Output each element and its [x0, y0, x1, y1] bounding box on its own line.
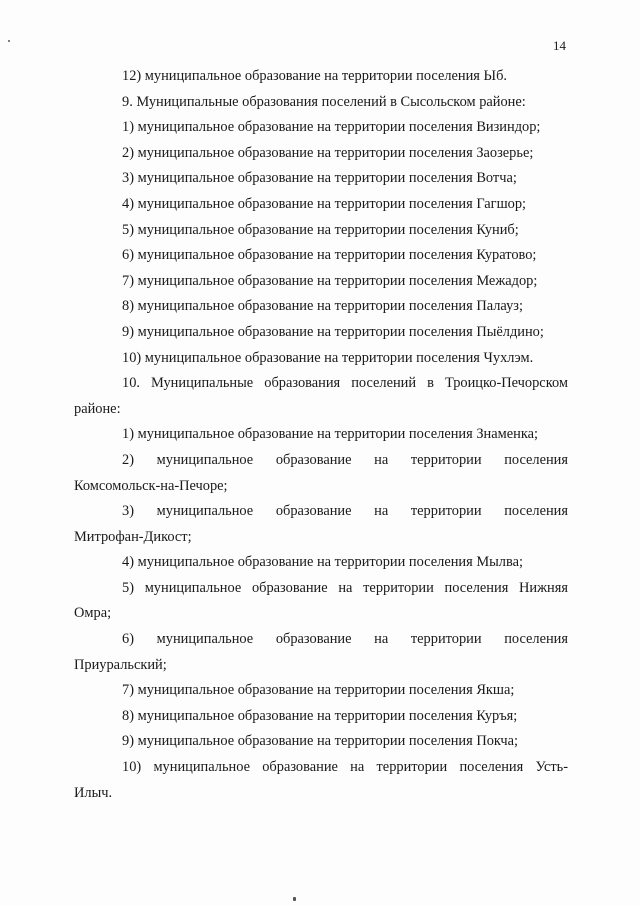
list-item: 7) муниципальное образование на территории поселения Якша;: [122, 682, 515, 699]
list-item: 9) муниципальное образование на территории поселения Покча;: [122, 733, 518, 750]
scan-speck: [8, 40, 10, 42]
page-number: 14: [553, 38, 566, 53]
list-item-continuation: Омра;: [74, 605, 112, 622]
list-item: 10) муниципальное образование на территории поселения Усть-: [122, 759, 568, 776]
list-item: 6) муниципальное образование на территории поселения Куратово;: [122, 247, 537, 264]
list-item: 6) муниципальное образование на территории поселения: [122, 631, 568, 648]
list-item: 2) муниципальное образование на территории поселения Заозерье;: [122, 144, 534, 161]
section-heading-continuation: районе:: [74, 400, 121, 417]
section-heading: 10. Муниципальные образования поселений в Троицко-Печорском: [122, 375, 568, 392]
list-item: 3) муниципальное образование на территории поселения: [122, 503, 568, 520]
list-item: 2) муниципальное образование на территории поселения: [122, 451, 568, 468]
list-item: 4) муниципальное образование на территории поселения Мылва;: [122, 554, 523, 571]
list-item: 3) муниципальное образование на территории поселения Вотча;: [122, 170, 517, 187]
list-item: 1) муниципальное образование на территории поселения Знаменка;: [122, 426, 538, 443]
list-item: 5) муниципальное образование на территории поселения Куниб;: [122, 221, 519, 238]
list-item: 10) муниципальное образование на территории поселения Чухлэм.: [122, 349, 534, 366]
list-item: 5) муниципальное образование на территории поселения Нижняя: [122, 579, 568, 596]
section-heading: 9. Муниципальные образования поселений в Сысольском районе:: [122, 93, 526, 110]
list-item-continuation: Комсомольск-на-Печоре;: [74, 477, 228, 494]
scan-speck: [293, 897, 296, 901]
list-item-continuation: Илыч.: [74, 784, 113, 801]
document-body: [74, 64, 568, 806]
list-item: 8) муниципальное образование на территории поселения Куръя;: [122, 707, 518, 724]
list-item: 7) муниципальное образование на территории поселения Межадор;: [122, 272, 538, 289]
list-item: 9) муниципальное образование на территории поселения Пыёлдино;: [122, 323, 544, 340]
list-item: 4) муниципальное образование на территории поселения Гагшор;: [122, 195, 527, 212]
list-item: 1) муниципальное образование на территории поселения Визиндор;: [122, 119, 541, 136]
list-item-continuation: Приуральский;: [74, 656, 167, 673]
list-item: 12) муниципальное образование на территории поселения Ыб.: [122, 68, 507, 84]
list-item: 8) муниципальное образование на территории поселения Палауз;: [122, 298, 523, 315]
list-item-continuation: Митрофан-Дикост;: [74, 528, 192, 545]
